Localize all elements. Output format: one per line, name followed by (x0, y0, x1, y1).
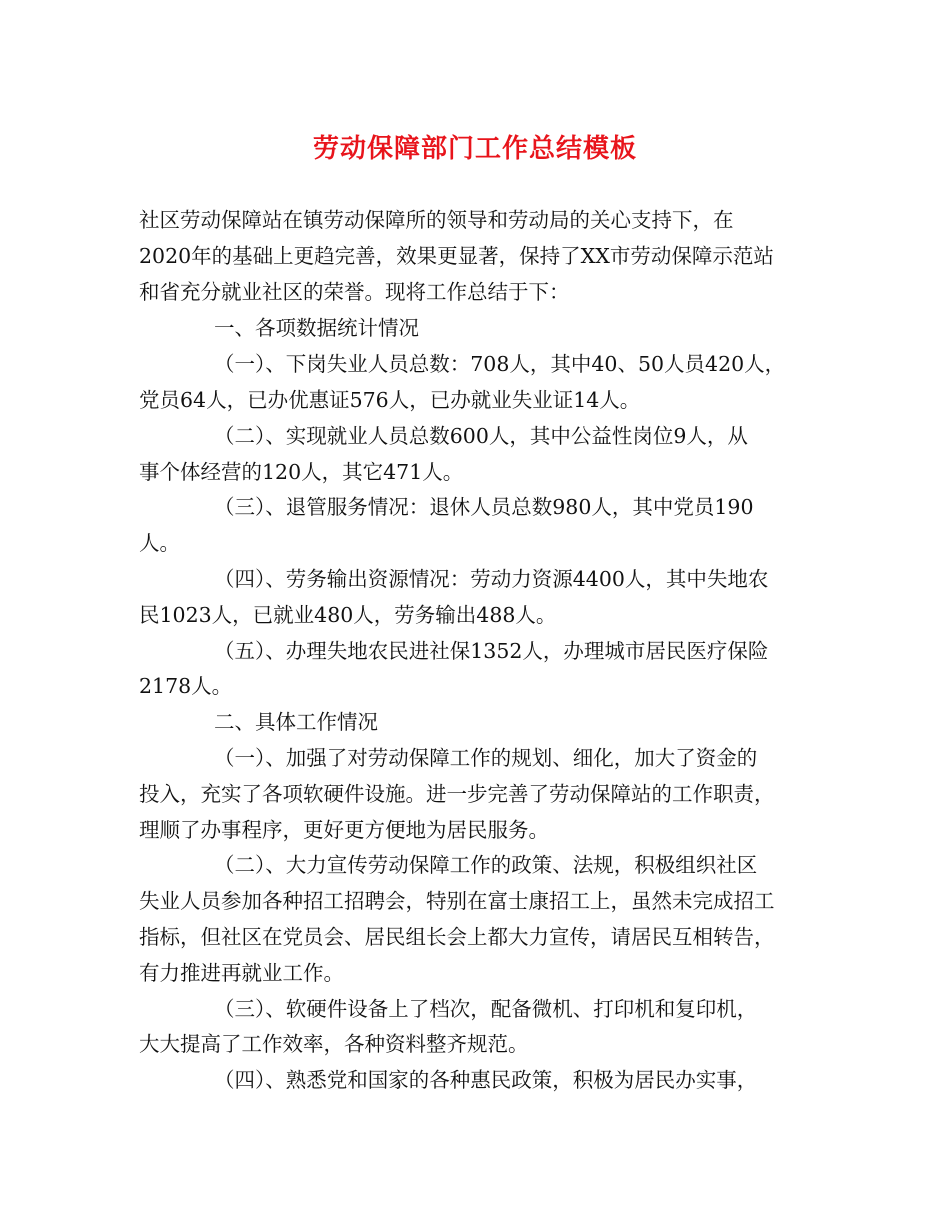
section-heading: 二、具体工作情况 (214, 710, 378, 734)
body-line: 民1023人，已就业480人，劳务输出488人。 (139, 603, 557, 627)
body-line: 有力推进再就业工作。 (139, 961, 344, 985)
body-line: （四）、熟悉党和国家的各种惠民政策，积极为居民办实事， (214, 1068, 758, 1092)
body-line: （二）、实现就业人员总数600人，其中公益性岗位9人，从 (214, 424, 748, 448)
body-line: 2178人。 (139, 674, 233, 698)
body-line: 大大提高了工作效率，各种资料整齐规范。 (139, 1032, 529, 1056)
body-line: （三）、退管服务情况：退休人员总数980人，其中党员190 (214, 495, 754, 519)
section-heading: 一、各项数据统计情况 (214, 316, 419, 340)
body-line: 理顺了办事程序，更好更方便地为居民服务。 (139, 818, 549, 842)
body-line: （三）、软硬件设备上了档次，配备微机、打印机和复印机， (214, 997, 758, 1021)
body-line: 指标，但社区在党员会、居民组长会上都大力宣传，请居民互相转告， (139, 925, 775, 949)
body-line: 失业人员参加各种招工招聘会，特别在富士康招工上，虽然未完成招工 (139, 889, 775, 913)
body-line: 事个体经营的120人，其它471人。 (139, 460, 464, 484)
body-line: （一）、下岗失业人员总数：708人，其中40、50人员420人， (214, 352, 786, 376)
body-line: （一）、加强了对劳动保障工作的规划、细化，加大了资金的 (214, 746, 758, 770)
body-line: 和省充分就业社区的荣誉。现将工作总结于下： (139, 280, 570, 304)
body-line: （五）、办理失地农民进社保1352人，办理城市居民医疗保险 (214, 639, 769, 663)
body-line: 党员64人，已办优惠证576人，已办就业失业证14人。 (139, 388, 641, 412)
body-line: 投入，充实了各项软硬件设施。进一步完善了劳动保障站的工作职责， (139, 782, 775, 806)
body-line: （四）、劳务输出资源情况：劳动力资源4400人，其中失地农 (214, 567, 769, 591)
body-line: 社区劳动保障站在镇劳动保障所的领导和劳动局的关心支持下，在 (139, 208, 734, 232)
document-title: 劳动保障部门工作总结模板 (312, 134, 637, 164)
body-line: （二）、大力宣传劳动保障工作的政策、法规，积极组织社区 (214, 853, 758, 877)
body-line: 人。 (139, 531, 180, 555)
body-line: 2020年的基础上更趋完善，效果更显著，保持了XX市劳动保障示范站 (139, 244, 774, 268)
